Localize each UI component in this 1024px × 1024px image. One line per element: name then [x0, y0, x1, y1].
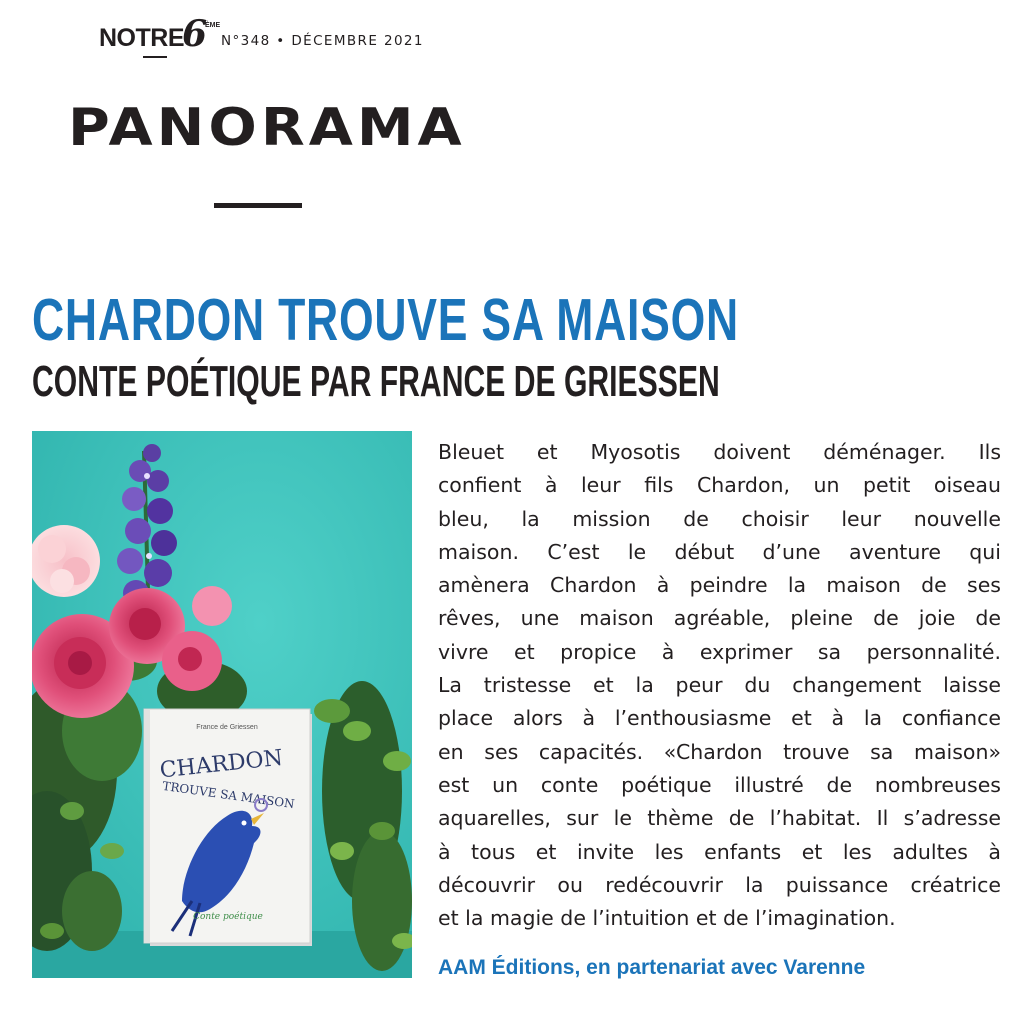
body-line: aquarelles, sur le thème de l’habitat. Il s’adresse [438, 806, 1001, 831]
book-tagline: Conte poétique [193, 912, 263, 922]
body-line: rêves, une maison agréable, pleine de joie de [438, 606, 1001, 631]
body-line: à tous et invite les enfants et les adultes à [438, 839, 1001, 864]
publisher-credit: AAM Éditions, en partenariat avec Varenne [438, 956, 866, 979]
brand-superscript: ÈME [205, 22, 221, 29]
body-line: Bleuet et Myosotis doivent déménager. Ils [438, 440, 1001, 464]
brand-number: 6 [182, 13, 208, 55]
book-photo [32, 431, 412, 978]
book-title-line2: TROUVE SA MAISON [161, 778, 296, 812]
body-line: découvrir ou redécouvrir la puissance créatrice [438, 872, 1001, 897]
body-line: et la magie de l’intuition et de l’imagination. [438, 906, 896, 931]
body-line: confient à leur fils Chardon, un petit oiseau [438, 473, 1001, 498]
body-line: maison. C’est le début d’une aventure qui [438, 539, 1001, 564]
body-line: amènera Chardon à peindre la maison de ses [438, 573, 1001, 598]
book-author: France de Griessen [196, 724, 258, 731]
body-line: La tristesse et la peur du changement laisse [438, 673, 1001, 698]
book-title-line1: CHARDON [158, 745, 284, 784]
article-subtitle: CONTE POÉTIQUE PAR FRANCE DE GRIESSEN [32, 357, 720, 406]
body-line: en ses capacités. «Chardon trouve sa maison» [438, 739, 1001, 764]
article-body [438, 436, 1001, 935]
body-line: est un conte poétique illustré de nombreuses [438, 772, 1001, 797]
issue-date: N°348 • DÉCEMBRE 2021 [221, 33, 424, 49]
book-cover [144, 709, 312, 946]
section-divider [214, 203, 302, 208]
brand-underline [143, 56, 167, 58]
body-line: bleu, la mission de choisir leur nouvelle [438, 506, 1001, 531]
article-title: CHARDON TROUVE SA MAISON [32, 287, 739, 353]
section-heading: PANORAMA [68, 98, 466, 158]
body-line: place alors à l’enthousiasme et à la confiance [438, 706, 1001, 731]
brand-name: NOTRE [99, 24, 184, 52]
body-line: vivre et propice à exprimer sa personnalité. [438, 639, 1001, 664]
